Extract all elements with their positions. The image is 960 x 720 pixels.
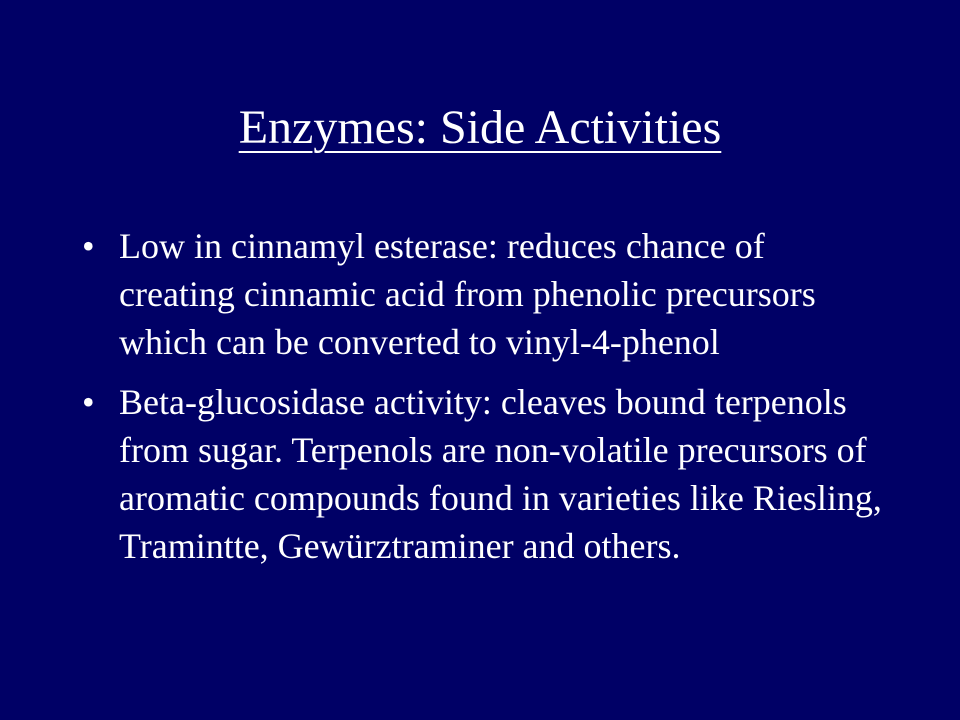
- bullet-list: [82, 222, 882, 582]
- bullet-item: [82, 378, 882, 570]
- bullet-item: [82, 222, 882, 366]
- slide-title: [0, 98, 960, 158]
- bullet-icon: •: [82, 382, 95, 422]
- bullet-text: Beta-glucosidase activity: cleaves bound terpenols from sugar. Terpenols are non-volatile precursors of aromatic compounds found in varieties like Riesling, Tramintte, Gewürztraminer and others.: [119, 382, 882, 566]
- bullet-icon: •: [82, 226, 95, 266]
- slide-title-text: Enzymes: Side Activities: [238, 101, 722, 154]
- bullet-text: Low in cinnamyl esterase: reduces chance of creating cinnamic acid from phenolic precursors which can be converted to vinyl-4-phenol: [119, 226, 816, 362]
